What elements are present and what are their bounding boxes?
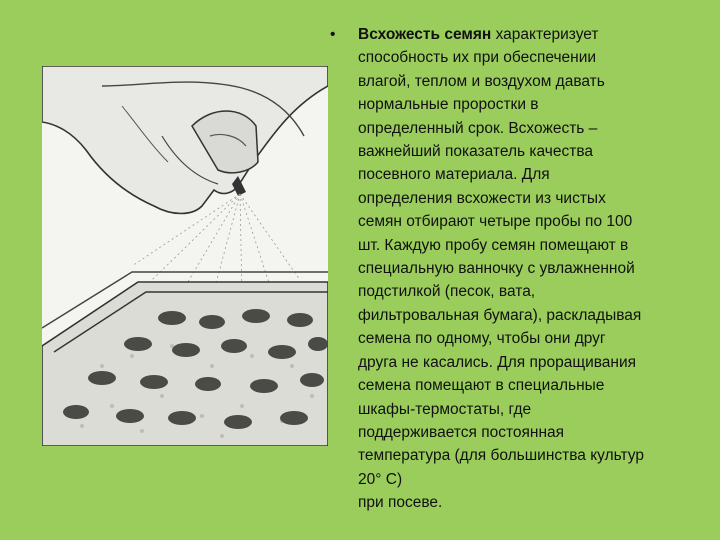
text-line: друга не касались. Для проращивания	[358, 353, 637, 371]
text-line: специальную ванночку с увлажненной	[358, 260, 635, 278]
text-line: определения всхожести из чистых	[358, 189, 606, 207]
text-line	[358, 23, 710, 46]
text-line: семена помещают в специальные	[358, 377, 605, 395]
text-line: определенный срок. Всхожесть –	[358, 119, 598, 137]
bullet-text-block	[330, 23, 710, 515]
text-line: нормальные проростки в	[358, 96, 539, 114]
text-line: шкафы-термостаты, где	[358, 400, 532, 418]
text-line: способность их при обеспечении	[358, 49, 597, 67]
text-line: поддерживается постоянная	[358, 423, 565, 441]
text-line: влагой, теплом и воздухом давать	[358, 72, 605, 90]
seed-germination-illustration	[42, 66, 328, 446]
text-line: важнейший показатель качества	[358, 143, 593, 161]
text-line: шт. Каждую пробу семян помещают в	[358, 236, 629, 254]
text-line-fragment: характеризует	[491, 26, 599, 43]
spray-tray-drawing	[42, 66, 328, 446]
bold-term: Всхожесть семян	[358, 26, 492, 43]
text-line: 20° С)	[358, 470, 403, 488]
text-line: подстилкой (песок, вата,	[358, 283, 536, 301]
text-line: посевного материала. Для	[358, 166, 550, 184]
text-line: фильтровальная бумага), раскладывая	[358, 306, 642, 324]
text-line: семена по одному, чтобы они друг	[358, 330, 606, 348]
bullet-marker: •	[330, 26, 336, 43]
text-line: семян отбирают четыре пробы по 100	[358, 213, 633, 231]
trailing-line: при посеве.	[358, 494, 443, 512]
text-line: температура (для большинства культур	[358, 447, 644, 465]
bullet-paragraph	[358, 23, 710, 491]
